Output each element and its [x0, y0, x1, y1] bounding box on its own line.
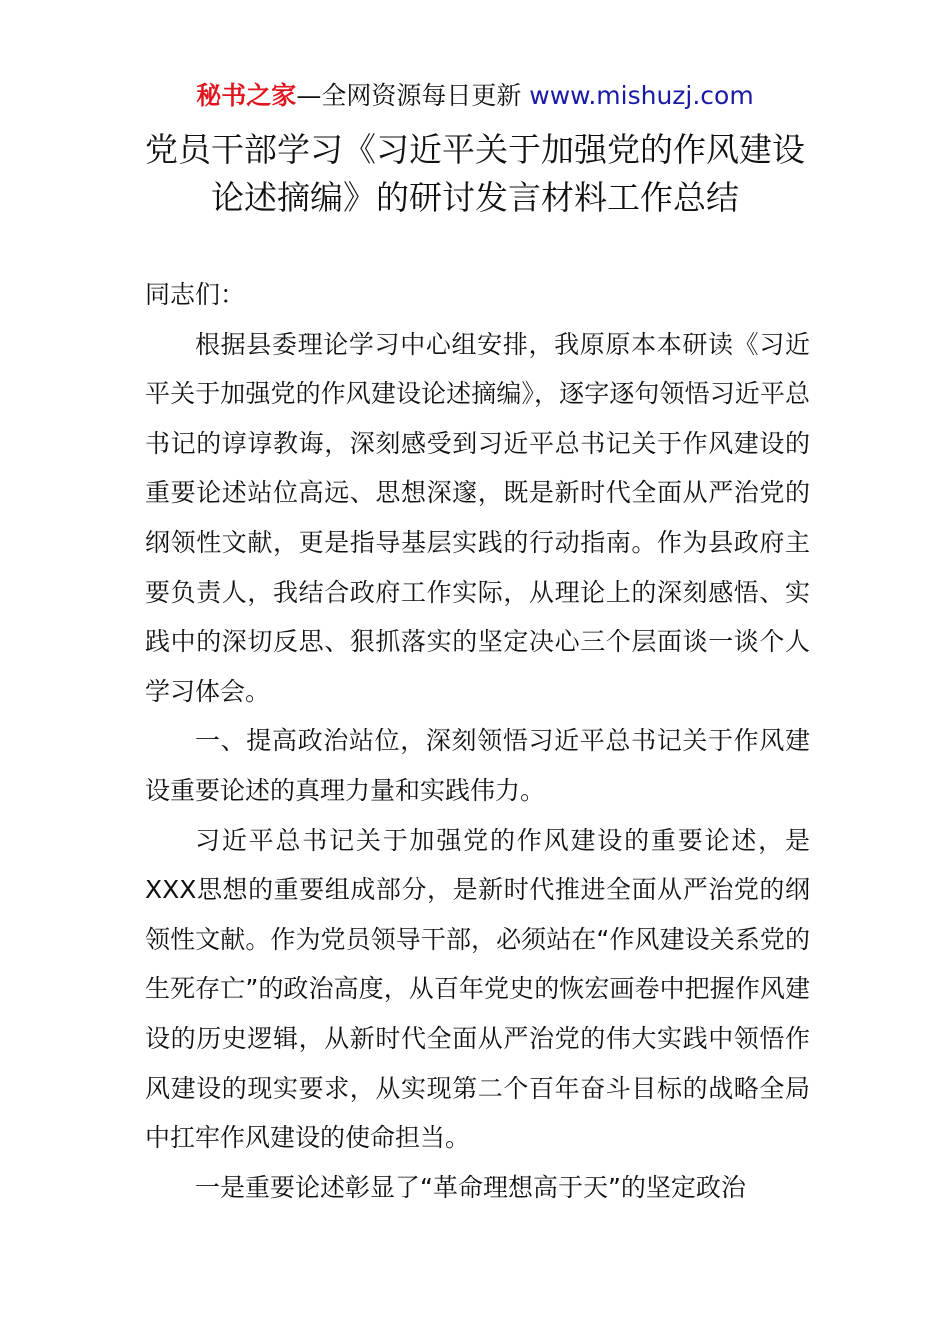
- site-url-link[interactable]: www.mishuzj.com: [529, 81, 754, 110]
- brand-name: 秘书之家: [196, 81, 297, 110]
- paragraph: 习近平总书记关于加强党的作风建设的重要论述，是XXX思想的重要组成部分，是新时代推进全面从严治党的纲领性文献。作为党员领导干部，必须站在“作风建设关系党的生死存亡”的政治高度，从百年党史的恢宏画卷中把握作风建设的历史逻辑，从新时代全面从严治党的伟大实践中领悟作风建设的现实要求，从实现第二个百年奋斗目标的战略全局中扛牢作风建设的使命担当。: [145, 825, 810, 1153]
- document-title: [0, 126, 950, 222]
- site-header: [0, 80, 950, 112]
- header-tagline: —全网资源每日更新: [296, 81, 522, 110]
- title-line-2: 论述摘编》的研讨发言材料工作总结: [211, 178, 739, 217]
- title-line-1: 党员干部学习《习近平关于加强党的作风建设: [145, 130, 805, 169]
- paragraph: 根据县委理论学习中心组安排，我原原本本研读《习近平关于加强党的作风建设论述摘编》，逐字逐句领悟习近平总书记的谆谆教诲，深刻感受到习近平总书记关于作风建设的重要论述站位高远、思想深邃，既是新时代全面从严治党的纲领性文献，更是指导基层实践的行动指南。作为县政府主要负责人，我结合政府工作实际，从理论上的深刻感悟、实践中的深切反思、狠抓落实的坚定决心三个层面谈一谈个人学习体会。: [145, 329, 810, 706]
- paragraph: 一是重要论述彰显了“革命理想高于天”的坚定政治: [195, 1172, 746, 1202]
- document-body: [145, 270, 810, 1212]
- section-heading: 一、提高政治站位，深刻领悟习近平总书记关于作风建设重要论述的真理力量和实践伟力。: [145, 726, 810, 805]
- salutation: 同志们：: [145, 280, 246, 309]
